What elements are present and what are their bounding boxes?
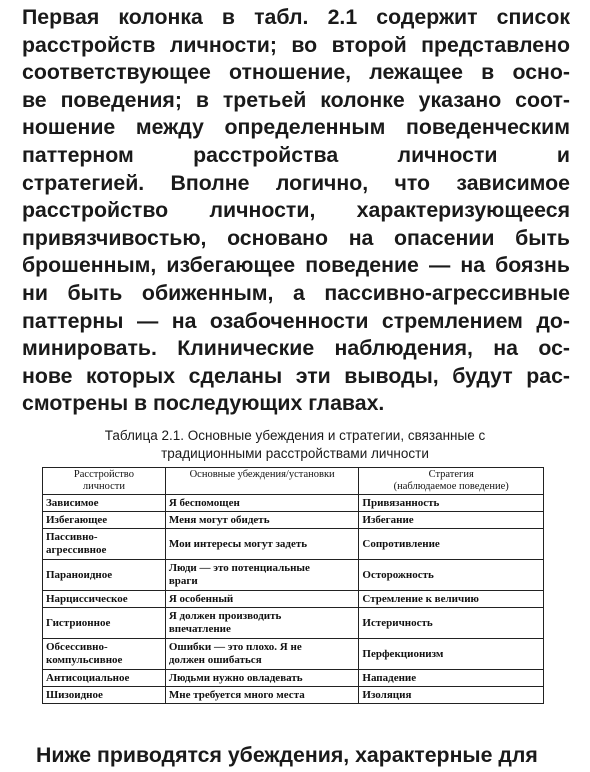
body-paragraph [22,4,570,418]
cell-disorder: Параноидное [43,560,166,591]
paragraph-line: брошенным, избегающее поведение — на боязнь [22,253,570,278]
caption-line: традиционными расстройствами личности [161,446,429,461]
cell-text: впечатление [168,623,231,635]
cell-text: Я должен производить [168,610,282,622]
cell-strategy: Истеричность [359,608,544,639]
table-row [43,608,544,639]
header-text: Стратегия [428,469,474,480]
cell-disorder: Нарциссическое [43,591,166,608]
table-row [43,639,544,670]
cell-strategy: Изоляция [359,687,544,704]
beliefs-strategies-table [42,467,544,704]
cell-disorder: Шизоидное [43,687,166,704]
cell-disorder [43,639,166,670]
cell-disorder: Избегающее [43,512,166,529]
cell-belief: Мне требуется много места [165,687,359,704]
cell-text: Люди — это потенциальные [168,562,310,574]
cell-strategy: Нападение [359,670,544,687]
paragraph-line: расстройств личности; во второй представлено [22,32,570,57]
header-text: (наблюдаемое поведение) [393,481,509,492]
cell-text: Обсессивно- [46,641,108,653]
cell-strategy: Стремление к величию [359,591,544,608]
cell-strategy: Привязанность [359,495,544,512]
table-row [43,512,544,529]
cell-belief: Мои интересы могут задеть [165,529,359,560]
cell-belief [165,608,359,639]
cell-text: Ошибки — это плохо. Я не [168,641,302,653]
table-row [43,495,544,512]
table-header-row [43,468,544,495]
paragraph-line: стратегией. Вполне логично, что зависимое [22,170,570,195]
cell-strategy: Перфекционизм [359,639,544,670]
cell-text: должен ошибаться [168,654,262,666]
table-container [42,467,544,704]
table-caption [40,427,550,463]
paragraph-line: ни быть обиженным, а пассивно-агрессивные [22,280,570,305]
table-row [43,687,544,704]
header-disorder [43,468,166,495]
cell-belief [165,639,359,670]
cell-belief: Людьми нужно овладевать [165,670,359,687]
cell-text: Пассивно- [46,531,98,543]
header-belief [165,468,359,495]
cell-disorder: Гистрионное [43,608,166,639]
table-row [43,560,544,591]
cell-strategy: Сопротивление [359,529,544,560]
paragraph-line: ношение между определенным поведенческим [22,115,570,140]
cell-strategy: Избегание [359,512,544,529]
table-row [43,529,544,560]
cell-text: враги [168,575,198,587]
cell-belief: Я беспомощен [165,495,359,512]
paragraph-line: нове которых сделаны эти выводы, будут рас- [22,363,570,388]
paragraph-line: минировать. Клинические наблюдения, на ос- [22,336,570,361]
cell-belief: Меня могут обидеть [165,512,359,529]
cell-belief: Я особенный [165,591,359,608]
next-paragraph-partial: Ниже приводятся убеждения, характерные для [36,743,538,767]
header-strategy [359,468,544,495]
paragraph-line: расстройство личности, характеризующееся [22,198,570,223]
header-text: Расстройство [73,469,134,480]
cell-text: компульсивное [46,654,123,666]
caption-line: Таблица 2.1. Основные убеждения и стратегии, связанные с [104,428,486,443]
paragraph-line: привязчивостью, основано на опасении быть [22,225,570,250]
cell-belief [165,560,359,591]
table-row [43,670,544,687]
paragraph-line: ве поведения; в третьей колонке указано соот- [22,87,570,112]
paragraph-line: Первая колонка в табл. 2.1 содержит список [22,5,570,29]
paragraph-line: соответствующее отношение, лежащее в осно- [22,60,570,85]
paragraph-line: паттерны — на озабоченности стремлением до- [22,308,570,333]
header-text: Основные убеждения/установки [189,469,335,480]
paragraph-line: смотрены в последующих главах. [22,391,385,416]
cell-disorder [43,529,166,560]
cell-text: агрессивное [46,544,107,556]
paragraph-line: паттерном расстройства личности и [22,142,570,167]
header-text: личности [82,481,125,492]
table-row [43,591,544,608]
cell-strategy: Осторожность [359,560,544,591]
cell-disorder: Зависимое [43,495,166,512]
cell-disorder: Антисоциальное [43,670,166,687]
